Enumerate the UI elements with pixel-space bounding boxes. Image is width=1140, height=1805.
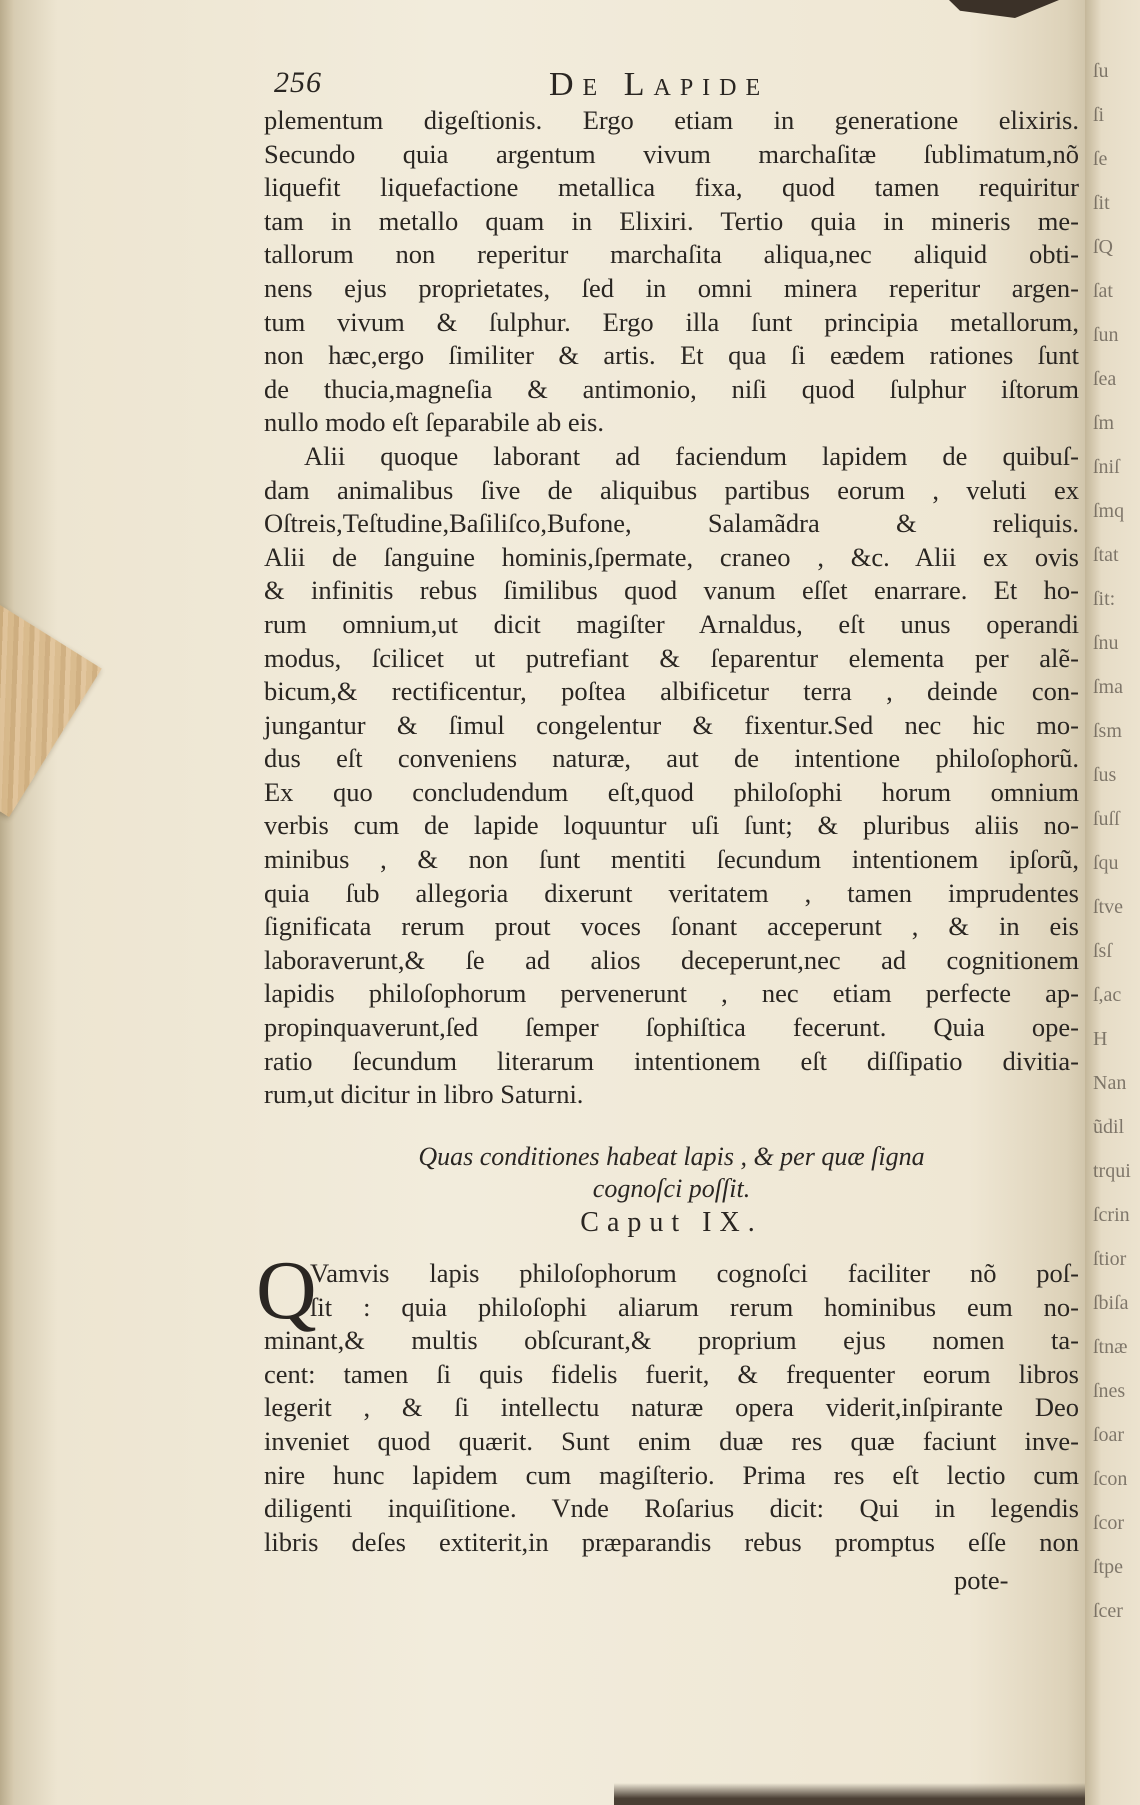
facing-page-fragment: Nan <box>1093 1072 1127 1094</box>
body-line: quia ſub allegoria dixerunt veritatem , tamen imprudentes <box>264 877 1079 908</box>
body-line: tum vivum & ſulphur. Ergo illa ſunt principia metallorum, <box>264 306 1079 337</box>
facing-page-fragment: ſtior <box>1093 1248 1127 1270</box>
chapter-caption <box>264 1141 1079 1205</box>
body-line: minibus , & non ſunt mentiti ſecundum intentionem ipſorũ, <box>264 844 1079 875</box>
facing-page-fragment: ſuſſ <box>1093 808 1120 830</box>
facing-page-fragment: ſoar <box>1093 1424 1125 1446</box>
facing-page-fragment: ſcor <box>1093 1512 1125 1534</box>
body-line: non hæc,ergo ſimiliter & artis. Et qua ſi eædem rationes ſunt <box>264 340 1079 371</box>
facing-page-fragment: ſun <box>1093 324 1119 346</box>
torn-corner <box>949 0 1059 18</box>
facing-page-fragment: ſe <box>1093 148 1108 170</box>
body-line: propinquaverunt,ſed ſemper ſophiſtica fecerunt. Quia ope- <box>264 1012 1079 1043</box>
body-line: nire hunc lapidem cum magiſterio. Prima res eſt lectio cum <box>264 1459 1079 1490</box>
page-number: 256 <box>274 66 322 99</box>
body-line: liquefit liquefactione metallica fixa, quod tamen requiritur <box>264 172 1079 203</box>
body-line: plementum digeſtionis. Ergo etiam in generatione elixiris. <box>264 105 1079 135</box>
facing-page-fragment: ſtat <box>1093 544 1119 566</box>
catchword: pote- <box>954 1565 1009 1595</box>
page-bottom-shadow <box>614 1783 1099 1805</box>
facing-page-fragment: ſcer <box>1093 1600 1123 1622</box>
facing-page-fragment: H <box>1093 1028 1108 1050</box>
body-line: ſignificata rerum prout voces ſonant acceperunt , & in eis <box>264 911 1079 942</box>
book-page <box>14 0 1099 1805</box>
facing-page-fragment: ſit: <box>1093 588 1116 610</box>
facing-page-fragment: ſu <box>1093 60 1109 82</box>
body-line: Ex quo concludendum eſt,quod philoſophi horum omnium <box>264 776 1079 807</box>
body-line: rum omnium,ut dicit magiſter Arnaldus, eſt unus operandi <box>264 608 1079 639</box>
facing-page-fragment: ſnu <box>1093 632 1119 654</box>
caption-line: cognoſci poſſit. <box>592 1174 751 1203</box>
facing-page-fragment: ſQ <box>1093 236 1113 258</box>
body-line: de thucia,magneſia & antimonio, niſi quod ſulphur iſtorum <box>264 373 1079 404</box>
facing-page-fragment: ſm <box>1093 412 1115 434</box>
body-line: rum,ut dicitur in libro Saturni. <box>264 1079 584 1110</box>
body-line: lapidis philoſophorum pervenerunt , nec etiam perfecte ap- <box>264 978 1079 1009</box>
body-line: laboraverunt,& ſe ad alios deceperunt,nec ad cognitionem <box>264 944 1079 975</box>
body-line: Vamvis lapis philoſophorum cognoſci faciliter nõ poſ- <box>310 1258 1079 1288</box>
facing-page-fragment: ſqu <box>1093 852 1119 874</box>
facing-page-fragment: ſma <box>1093 676 1123 698</box>
facing-page-fragment: ſtnæ <box>1093 1336 1128 1358</box>
body-line: minant,& multis obſcurant,& proprium ejus nomen ta- <box>264 1325 1079 1356</box>
body-line: Oſtreis,Teſtudine,Baſiliſco,Bufone, Salamãdra & reliquis. <box>264 508 1079 539</box>
facing-page-fragment: ũdil <box>1093 1116 1125 1138</box>
body-line: legerit , & ſi intellectu naturæ opera viderit,inſpirante Deo <box>264 1392 1079 1423</box>
body-line: tallorum non reperitur marchaſita aliqua,nec aliquid obti- <box>264 239 1079 270</box>
facing-page-fragment: ſbiſa <box>1093 1292 1129 1314</box>
facing-page-fragment: ſsm <box>1093 720 1122 742</box>
body-line: inveniet quod quærit. Sunt enim duæ res quæ faciunt inve- <box>264 1425 1079 1456</box>
body-line: ſit : quia philoſophi aliarum rerum hominibus eum no- <box>310 1291 1079 1322</box>
body-line: ratio ſecundum literarum intentionem eſt diſſipatio divitia- <box>264 1045 1079 1076</box>
body-line: Alii quoque laborant ad faciendum lapidem de quibuſ- <box>304 440 1079 471</box>
body-text <box>264 104 1079 1112</box>
facing-page-fragment: ſat <box>1093 280 1113 302</box>
caption-line: Quas conditiones habeat lapis , & per quæ ſigna <box>418 1142 925 1171</box>
facing-page-edge <box>1085 0 1140 1805</box>
facing-page-fragment: ſsſ <box>1093 940 1112 962</box>
facing-page-fragment: ſi <box>1093 104 1105 126</box>
body-line: libris deſes extiterit,in præparandis rebus promptus eſſe non <box>264 1526 1079 1557</box>
body-line: nullo modo eſt ſeparabile ab eis. <box>264 407 604 438</box>
facing-page-fragment: trqui <box>1093 1160 1131 1182</box>
chapter-paragraph <box>256 1244 1079 1559</box>
facing-page-fragment: ſniſ <box>1093 456 1120 478</box>
body-line: dus eſt conveniens naturæ, aut de intentione philoſophorũ. <box>264 743 1079 774</box>
body-line: cent: tamen ſi quis fidelis fuerit, & frequenter eorum libros <box>264 1358 1079 1389</box>
facing-page-fragment: ſus <box>1093 764 1117 786</box>
running-head: De Lapide <box>549 66 770 103</box>
facing-page-fragment: ſnes <box>1093 1380 1126 1402</box>
body-line: bicum,& rectificentur, poſtea albificetur terra , deinde con- <box>264 676 1079 707</box>
body-line: & infinitis rebus ſimilibus quod vanum eſſet enarrare. Et ho- <box>264 575 1079 606</box>
body-line: Alii de ſanguine hominis,ſpermate, craneo , &c. Alii ex ovis <box>264 541 1079 572</box>
body-line: nens ejus proprietates, ſed in omni minera reperitur argen- <box>264 272 1079 303</box>
chapter-heading: Caput IX. <box>580 1207 763 1238</box>
book-gutter-edge <box>0 0 14 1805</box>
facing-page-fragment: ſea <box>1093 368 1117 390</box>
facing-page-fragment: ſmq <box>1093 500 1125 522</box>
body-line: modus, ſcilicet ut putrefiant & ſeparentur elementa per alẽ- <box>264 642 1079 673</box>
body-line: jungantur & ſimul congelentur & fixentur.Sed nec hic mo- <box>264 709 1079 740</box>
facing-page-fragment: ſcon <box>1093 1468 1128 1490</box>
facing-page-fragment: ſ,ac <box>1093 984 1122 1006</box>
facing-page-fragment: ſit <box>1093 192 1110 214</box>
facing-page-fragment: ſcrin <box>1093 1204 1130 1226</box>
drop-cap: Q <box>256 1244 317 1337</box>
body-line: dam animalibus ſive de aliquibus partibus eorum , veluti ex <box>264 474 1079 505</box>
facing-page-fragment: ſtve <box>1093 896 1123 918</box>
body-line: tam in metallo quam in Elixiri. Tertio quia in mineris me- <box>264 205 1079 236</box>
facing-page-fragment: ſtpe <box>1093 1556 1123 1578</box>
body-line: verbis cum de lapide loquuntur uſi ſunt; & pluribus aliis no- <box>264 810 1079 841</box>
body-line: diligenti inquiſitione. Vnde Roſarius dicit: Qui in legendis <box>264 1493 1079 1524</box>
body-line: Secundo quia argentum vivum marchaſitæ ſublimatum,nõ <box>264 138 1079 169</box>
